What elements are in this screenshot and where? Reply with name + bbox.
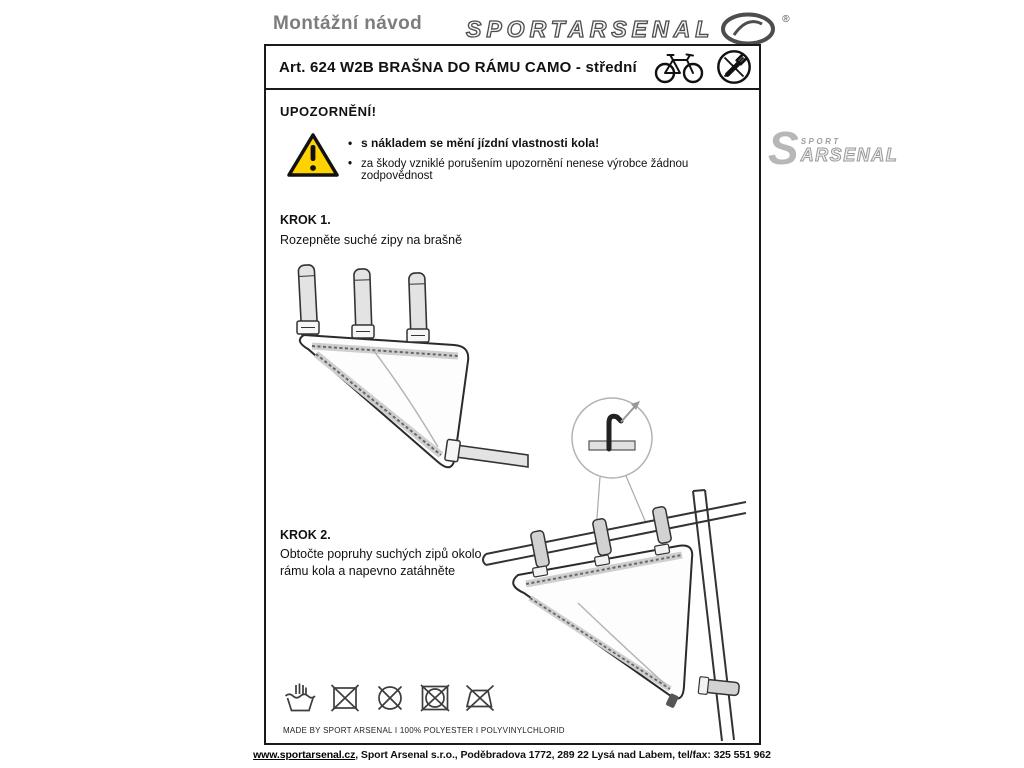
warning-bullet: • s nákladem se mění jízdní vlastnosti kola! — [346, 136, 752, 150]
frame-strap-2 — [592, 518, 612, 556]
watermark-monogram: S — [768, 122, 799, 174]
frame-strap-3 — [652, 506, 672, 544]
bicycle-icon — [653, 50, 705, 84]
step2-label: KROK 2. — [280, 528, 331, 542]
warning-heading: UPOZORNĚNÍ! — [280, 104, 377, 119]
strap-buckle-1 — [297, 321, 319, 334]
step1-bag-illustration — [297, 265, 528, 468]
step1-text: Rozepněte suché zipy na brašně — [280, 233, 463, 247]
step2-bike-illustration — [483, 490, 746, 741]
frame-strap-1 — [530, 530, 550, 568]
no-tools-icon — [715, 48, 753, 86]
instruction-illustrations — [278, 251, 752, 743]
step1-label: KROK 1. — [280, 213, 331, 227]
detail-circle — [572, 398, 652, 478]
manual-sheet — [264, 44, 761, 745]
footer-rest: , Sport Arsenal s.r.o., Poděbradova 1772, 289 22 Lysá nad Labem, tel/fax: 325 551 962 — [355, 749, 771, 761]
seat-tube-strap — [698, 677, 740, 698]
doc-type-label: Montážní návod — [273, 13, 423, 34]
strap-detail-callout — [572, 398, 652, 531]
brand-oval-icon — [721, 12, 775, 46]
care-symbols-row — [281, 679, 499, 717]
hand-wash-icon — [281, 679, 319, 717]
do-not-tumble-dry-icon — [416, 679, 454, 717]
article-title: Art. 624 W2B BRAŠNA DO RÁMU CAMO - střední — [279, 58, 637, 76]
side-strap — [445, 439, 528, 467]
materials-note: MADE BY SPORT ARSENAL I 100% POLYESTER I POLYVINYLCHLORID — [283, 726, 565, 735]
do-not-iron-icon — [461, 679, 499, 717]
watermark-logo — [768, 122, 899, 174]
title-bar — [266, 46, 759, 90]
strap-buckle-3 — [407, 329, 429, 342]
do-not-dry-clean-icon — [371, 679, 409, 717]
warning-bullet: • za škody vzniklé porušením upozornění nenese výrobce žádnou zodpovědnost — [346, 158, 752, 182]
step2-text: Obtočte popruhy suchých zipů okolo rámu kola a napevno zatáhněte — [280, 547, 482, 578]
strap-buckle-2 — [352, 325, 374, 338]
watermark-arsenal: ARSENAL — [800, 145, 899, 165]
warning-triangle-icon — [285, 130, 341, 185]
brand-logo — [466, 12, 790, 46]
footer-address — [250, 749, 774, 761]
warning-bullet-list — [346, 136, 752, 190]
brand-wordmark: SPORTARSENAL — [466, 15, 715, 42]
watermark-sport: SPORT — [800, 137, 841, 146]
registered-mark: ® — [782, 14, 790, 25]
footer-link[interactable]: www.sportarsenal.cz — [253, 749, 356, 761]
do-not-wash-icon — [326, 679, 364, 717]
